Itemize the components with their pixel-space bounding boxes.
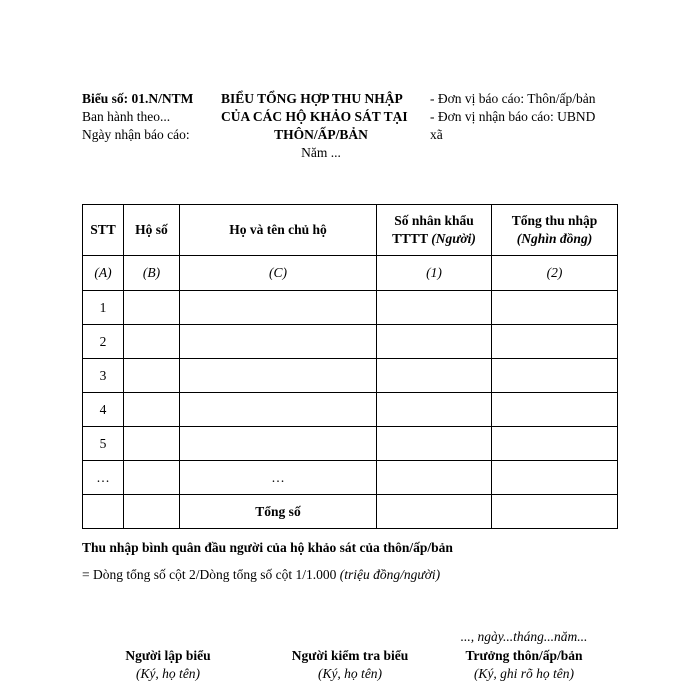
row-stt: 5 bbox=[83, 427, 124, 461]
cell-total-income[interactable] bbox=[492, 495, 618, 529]
signer-head-title: Trưởng thôn/ấp/bản bbox=[465, 648, 583, 663]
income-unit: (Nghìn đồng) bbox=[516, 231, 593, 246]
cell-income[interactable] bbox=[492, 359, 618, 393]
title-line-1: BIỂU TỔNG HỢP THU NHẬP bbox=[221, 91, 403, 106]
income-label: Tổng thu nhập bbox=[511, 213, 598, 228]
row-stt: 4 bbox=[83, 393, 124, 427]
signer-checker-title: Người kiểm tra biểu bbox=[291, 648, 409, 663]
table-row bbox=[83, 393, 618, 427]
signer-checker-note: (Ký, họ tên) bbox=[317, 666, 383, 681]
index-1: (1) bbox=[377, 256, 492, 291]
cell-members[interactable] bbox=[377, 359, 492, 393]
row-stt: 3 bbox=[83, 359, 124, 393]
col-header-householder-name: Họ và tên chủ hộ bbox=[180, 205, 377, 256]
form-code: Biểu số: 01.N/NTM bbox=[82, 91, 194, 106]
cell-empty bbox=[124, 495, 180, 529]
total-label: Tổng số bbox=[180, 495, 377, 529]
col-header-stt: STT bbox=[83, 205, 124, 256]
column-index-row bbox=[83, 256, 618, 291]
cell-household-no[interactable] bbox=[124, 427, 180, 461]
cell-income[interactable] bbox=[492, 427, 618, 461]
income-table bbox=[82, 204, 618, 529]
cell-empty bbox=[83, 495, 124, 529]
col-header-household-no: Hộ số bbox=[124, 205, 180, 256]
title-line-3: THÔN/ẤP/BẢN bbox=[274, 127, 368, 142]
col-header-household-members bbox=[377, 205, 492, 256]
row-stt: 1 bbox=[83, 291, 124, 325]
total-row bbox=[83, 495, 618, 529]
receive-date-label: Ngày nhận báo cáo: bbox=[82, 127, 190, 142]
cell-household-no[interactable] bbox=[124, 359, 180, 393]
table-header-row bbox=[83, 205, 618, 256]
members-label-2: TTTT bbox=[392, 231, 428, 246]
cell-name[interactable] bbox=[180, 291, 377, 325]
formula-unit: (triệu đồng/người) bbox=[339, 567, 441, 582]
table-row bbox=[83, 427, 618, 461]
index-a: (A) bbox=[83, 256, 124, 291]
index-b: (B) bbox=[124, 256, 180, 291]
cell-income[interactable] bbox=[492, 291, 618, 325]
cell-income[interactable] bbox=[492, 393, 618, 427]
formula-text: = Dòng tổng số cột 2/Dòng tổng số cột 1/1.000 bbox=[82, 567, 337, 582]
cell-total-members[interactable] bbox=[377, 495, 492, 529]
signer-preparer-title: Người lập biểu bbox=[125, 648, 211, 663]
signer-preparer-note: (Ký, họ tên) bbox=[135, 666, 201, 681]
cell-name[interactable] bbox=[180, 325, 377, 359]
table-row bbox=[83, 291, 618, 325]
receiving-unit: - Đơn vị nhận báo cáo: UBND bbox=[430, 109, 596, 124]
table-row bbox=[83, 359, 618, 393]
average-income-note: Thu nhập bình quân đầu người của hộ khảo sát của thôn/ấp/bản bbox=[82, 540, 453, 555]
date-line: ..., ngày...tháng...năm... bbox=[460, 629, 588, 644]
cell-name[interactable] bbox=[180, 393, 377, 427]
index-2: (2) bbox=[492, 256, 618, 291]
cell-income[interactable] bbox=[492, 325, 618, 359]
cell-name[interactable] bbox=[180, 427, 377, 461]
cell-household-no[interactable] bbox=[124, 393, 180, 427]
year-label: Năm ... bbox=[301, 145, 341, 160]
issued-by: Ban hành theo... bbox=[82, 109, 171, 124]
row-stt: … bbox=[83, 461, 124, 495]
cell-members[interactable] bbox=[377, 461, 492, 495]
members-label: Số nhân khẩu bbox=[394, 213, 474, 228]
table-row bbox=[83, 461, 618, 495]
cell-members[interactable] bbox=[377, 325, 492, 359]
members-unit: (Người) bbox=[431, 231, 476, 246]
cell-name-ellipsis: … bbox=[180, 461, 377, 495]
signer-head-note: (Ký, ghi rõ họ tên) bbox=[473, 666, 575, 681]
cell-household-no[interactable] bbox=[124, 291, 180, 325]
reporting-unit: - Đơn vị báo cáo: Thôn/ấp/bản bbox=[430, 91, 596, 106]
cell-name[interactable] bbox=[180, 359, 377, 393]
index-c: (C) bbox=[180, 256, 377, 291]
cell-members[interactable] bbox=[377, 291, 492, 325]
table-row bbox=[83, 325, 618, 359]
cell-income[interactable] bbox=[492, 461, 618, 495]
receiving-unit-cont: xã bbox=[430, 127, 443, 142]
row-stt: 2 bbox=[83, 325, 124, 359]
cell-members[interactable] bbox=[377, 393, 492, 427]
col-header-total-income bbox=[492, 205, 618, 256]
title-line-2: CỦA CÁC HỘ KHẢO SÁT TẠI bbox=[221, 109, 408, 124]
cell-household-no[interactable] bbox=[124, 325, 180, 359]
cell-household-no[interactable] bbox=[124, 461, 180, 495]
formula-note bbox=[82, 566, 440, 584]
cell-members[interactable] bbox=[377, 427, 492, 461]
